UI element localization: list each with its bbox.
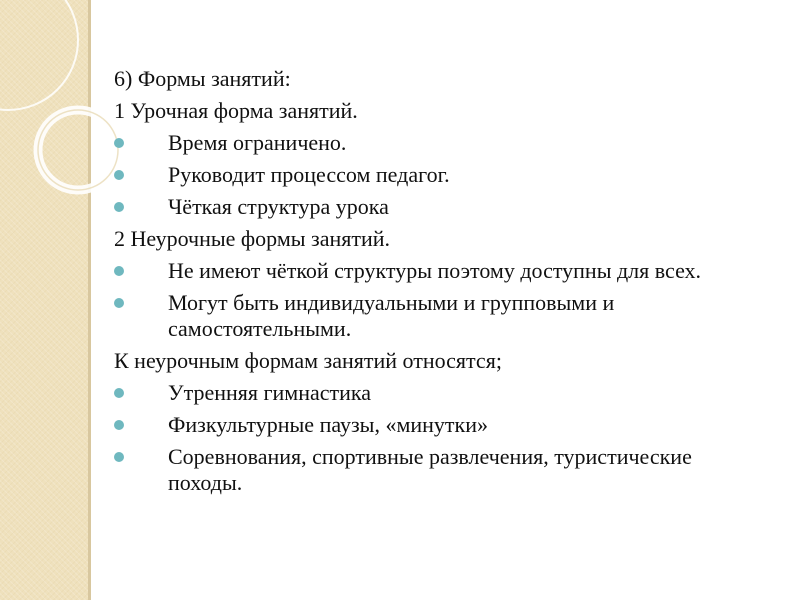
- bullet-dot-icon: [114, 202, 124, 212]
- list-item-text: Время ограничено.: [168, 130, 347, 155]
- bullet-dot-icon: [114, 170, 124, 180]
- list-item: [108, 380, 748, 406]
- list-item: [108, 290, 748, 342]
- decorative-circle-ring-inner: [38, 110, 118, 190]
- list-item-text: Соревнования, спортивные развлечения, туристические походы.: [168, 444, 692, 495]
- list-item: [108, 162, 748, 188]
- list-item: [108, 194, 748, 220]
- list-item-text: Утренняя гимнастика: [168, 380, 372, 405]
- list-item: [108, 412, 748, 438]
- bullet-dot-icon: [114, 452, 124, 462]
- list-item-text: Могут быть индивидуальными и групповыми и самостоятельными.: [168, 290, 615, 341]
- slide-content: [108, 66, 748, 502]
- bullet-dot-icon: [114, 298, 124, 308]
- section-2-title: 2 Неурочные формы занятий.: [114, 226, 391, 251]
- forms-heading: 6) Формы занятий:: [114, 66, 291, 91]
- list-item: [108, 258, 748, 284]
- list-item-text: Физкультурные паузы, «минутки»: [168, 412, 489, 437]
- bullet-dot-icon: [114, 420, 124, 430]
- section-1-title: 1 Урочная форма занятий.: [114, 98, 358, 123]
- decorative-circle-large: [0, 0, 78, 110]
- list-item-text: Руководит процессом педагог.: [168, 162, 450, 187]
- bullet-dot-icon: [114, 388, 124, 398]
- list-item: [108, 130, 748, 156]
- list-item: [108, 444, 748, 496]
- list-item-text: Не имеют чёткой структуры поэтому доступны для всех.: [168, 258, 702, 283]
- bullet-dot-icon: [114, 138, 124, 148]
- bullet-dot-icon: [114, 266, 124, 276]
- section-3-title: К неурочным формам занятий относятся;: [114, 348, 502, 373]
- list-item-text: Чёткая структура урока: [168, 194, 389, 219]
